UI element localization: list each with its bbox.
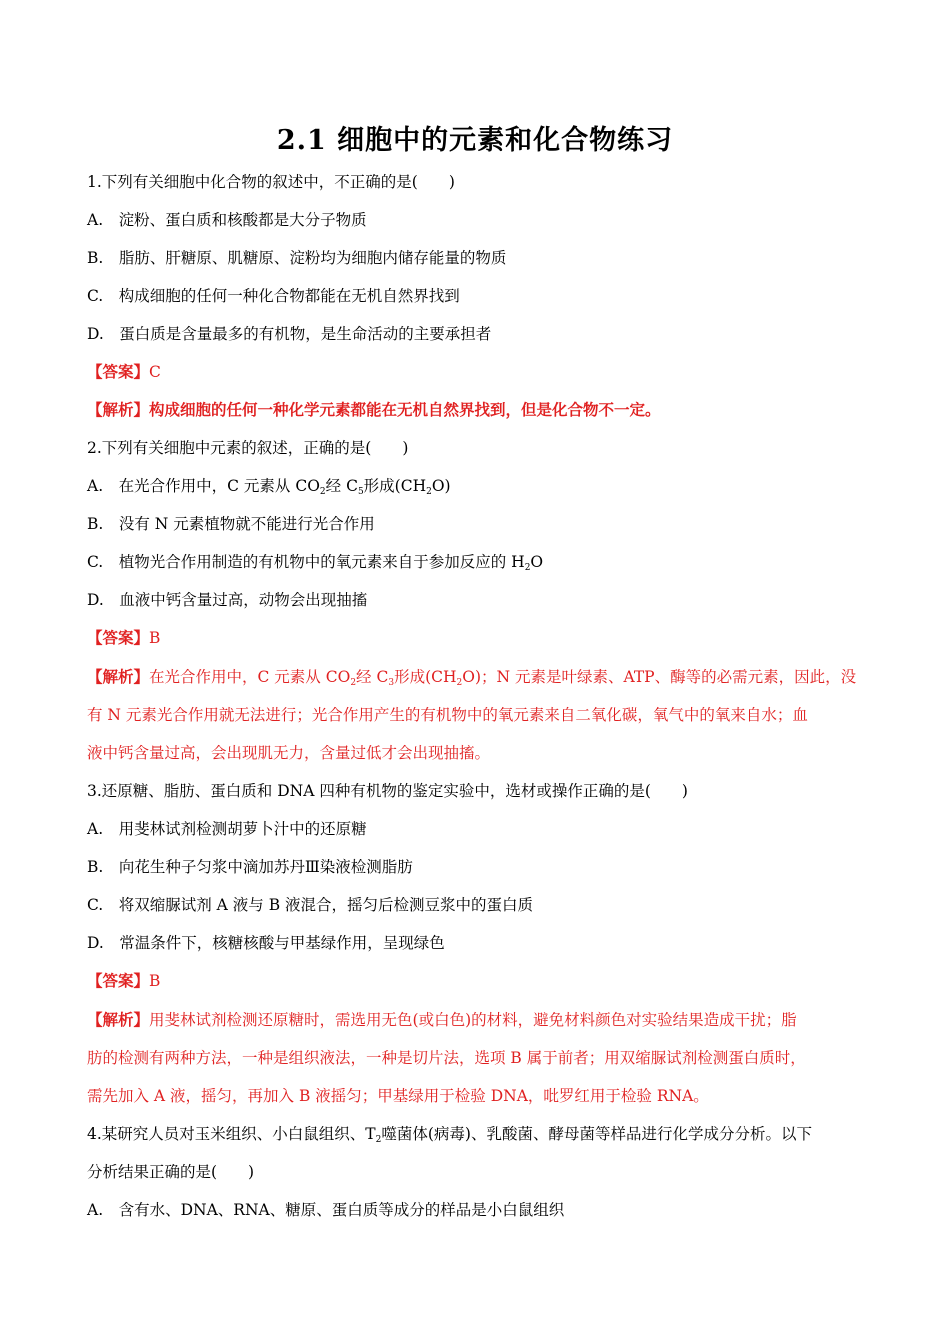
q1-stem: 1.下列有关细胞中化合物的叙述中，不正确的是( ) <box>87 173 455 191</box>
analysis-label: 【解析】 <box>87 400 150 419</box>
q4-option-a: A. 含有水、DNA、RNA、糖原、蛋白质等成分的样品是小白鼠组织 <box>87 1201 565 1219</box>
analysis-text: 构成细胞的任何一种化学元素都能在无机自然界找到，但是化合物不一定。 <box>149 400 661 419</box>
q2-option-b: B. 没有 N 元素植物就不能进行光合作用 <box>87 515 375 533</box>
q2-option-a: A. 在光合作用中，C 元素从 $CO_2$经 $C_5$形成$(CH_2O)$ <box>87 477 451 497</box>
q1-option-b: B. 脂肪、肝糖原、肌糖原、淀粉均为细胞内储存能量的物质 <box>87 249 507 267</box>
q3-analysis-line2: 肪的检测有两种方法，一种是组织液法，一种是切片法，选项 B 属于前者；用双缩脲试剂检测蛋白质时， <box>87 1049 806 1067</box>
q1-option-a: A. 淀粉、蛋白质和核酸都是大分子物质 <box>87 211 367 229</box>
q1-option-c: C. 构成细胞的任何一种化合物都能在无机自然界找到 <box>87 287 460 305</box>
q3-option-c: C. 将双缩脲试剂 A 液与 B 液混合，摇匀后检测豆浆中的蛋白质 <box>87 896 534 914</box>
q4-stem-line2: 分析结果正确的是( ) <box>87 1163 255 1181</box>
q2-stem: 2.下列有关细胞中元素的叙述，正确的是( ) <box>87 439 409 457</box>
answer-value: B <box>149 972 161 990</box>
q3-option-b: B. 向花生种子匀浆中滴加苏丹Ⅲ染液检测脂肪 <box>87 858 413 876</box>
q2-analysis-line2: 有 N 元素光合作用就无法进行；光合作用产生的有机物中的氧元素来自二氧化碳，氧气中的氧来自水；血 <box>87 706 808 724</box>
q1-answer <box>87 362 161 382</box>
answer-label: 【答案】 <box>87 362 150 381</box>
q3-stem: 3.还原糖、脂肪、蛋白质和 DNA 四种有机物的鉴定实验中，选材或操作正确的是( ) <box>87 782 688 800</box>
q2-option-c: C. 植物光合作用制造的有机物中的氧元素来自于参加反应的 $H_2O$ <box>87 553 544 573</box>
page-title: 2.1 细胞中的元素和化合物练习 <box>276 125 674 156</box>
q3-analysis-line3: 需先加入 A 液，摇匀，再加入 B 液摇匀；甲基绿用于检验 DNA，吡罗红用于检验 RNA。 <box>87 1087 709 1105</box>
answer-value: B <box>149 629 161 647</box>
q4-stem-line1: 4.某研究人员对玉米组织、小白鼠组织、$T_2$噬菌体(病毒)、乳酸菌、酵母菌等样品进行化学成分分析。以下 <box>87 1125 812 1145</box>
q3-option-d: D. 常温条件下，核糖核酸与甲基绿作用，呈现绿色 <box>87 934 445 952</box>
q1-option-d: D. 蛋白质是含量最多的有机物，是生命活动的主要承担者 <box>87 325 492 343</box>
q2-analysis-line1: 【解析】在光合作用中，C 元素从 $CO_2$经 $C_3$形成$(CH_2O)$；N 元素是叶绿素、ATP、酶等的必需元素，因此，没 <box>87 667 857 688</box>
answer-label: 【答案】 <box>87 628 150 647</box>
q3-option-a: A. 用斐林试剂检测胡萝卜汁中的还原糖 <box>87 820 367 838</box>
q3-answer <box>87 971 160 991</box>
answer-label: 【答案】 <box>87 971 150 990</box>
q3-analysis-line1: 【解析】用斐林试剂检测还原糖时，需选用无色(或白色)的材料，避免材料颜色对实验结果造成干扰；脂 <box>87 1010 797 1029</box>
q2-analysis-line3: 液中钙含量过高，会出现肌无力，含量过低才会出现抽搐。 <box>87 744 491 762</box>
analysis-label: 【解析】 <box>87 1010 150 1029</box>
analysis-label: 【解析】 <box>87 667 150 686</box>
answer-value: C <box>149 363 161 381</box>
q2-answer <box>87 628 160 648</box>
q2-option-d: D. 血液中钙含量过高，动物会出现抽搐 <box>87 591 368 609</box>
q1-analysis <box>87 400 661 420</box>
